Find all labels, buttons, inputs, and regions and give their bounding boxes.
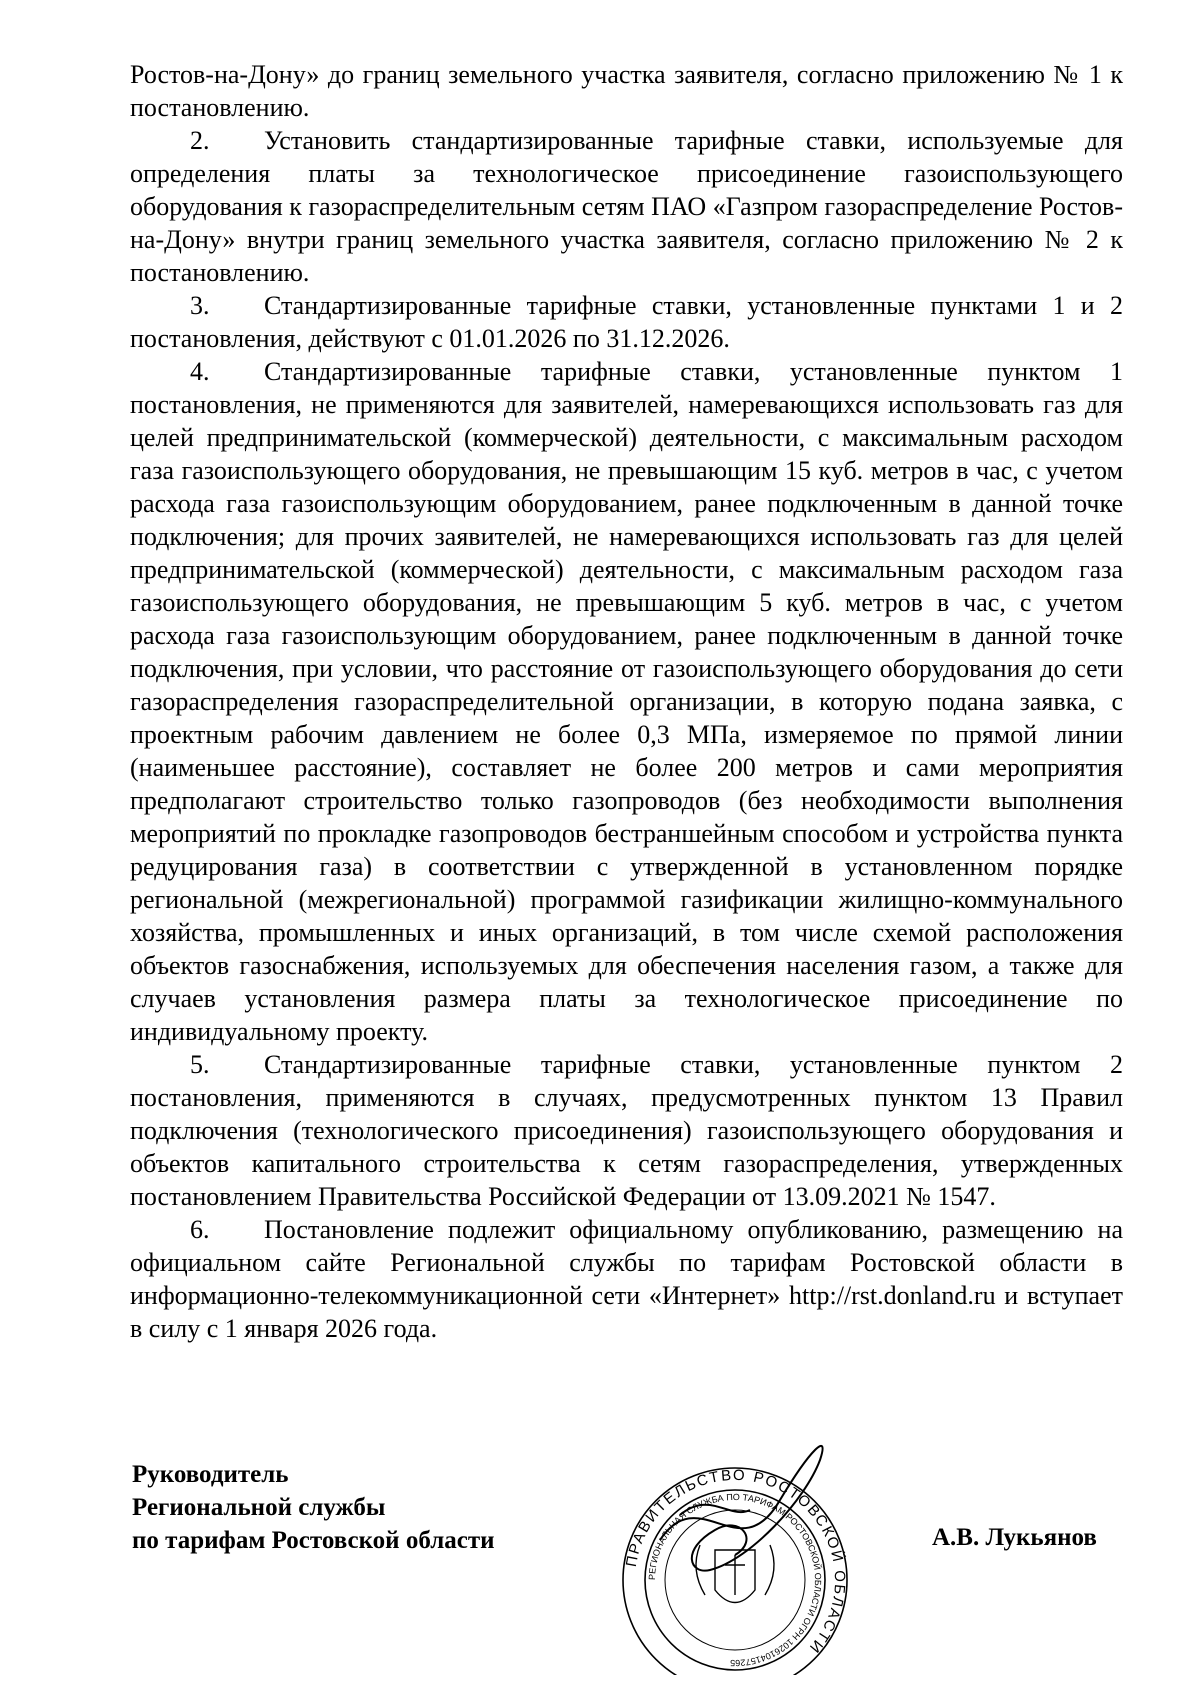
clause-6 (130, 1213, 1123, 1345)
clause-text: Постановление подлежит официальному опубликованию, размещению на официальном сайте Региональной службы по тарифам Ростовской области в информационно-телекоммуникационной сети «Интернет» http://rst.donland.ru и вступает в силу с 1 января 2026 года. (130, 1215, 1123, 1343)
coat-of-arms-emblem (696, 1545, 774, 1603)
position-line: Руководитель (132, 1461, 289, 1488)
signatory-position (132, 1458, 495, 1557)
seal-inner-text: РЕГИОНАЛЬНАЯ СЛУЖБА ПО ТАРИФАМ РОСТОВСКОЙ ОБЛАСТИ ОГРН 1026104157265 (646, 1491, 824, 1669)
clause-text: Стандартизированные тарифные ставки, установленные пунктом 2 постановления, применяются в случаях, предусмотренных пунктом 13 Правил подключения (технологического присоединения) газоиспользующего оборудования и объектов капитального строительства к сетям газораспределения, утвержденных постановлением Правительства Российской Федерации от 13.09.2021 № 1547. (130, 1050, 1123, 1211)
clause-2 (130, 124, 1123, 289)
clause-number: 5. (190, 1050, 210, 1079)
clause-5 (130, 1048, 1123, 1213)
handwritten-signature (660, 1446, 823, 1571)
official-seal-with-signature (620, 1420, 850, 1675)
signer-name: А.В. Лукьянов (932, 1524, 1097, 1551)
seal-outer-text: ПРАВИТЕЛЬСТВО РОСТОВСКОЙ ОБЛАСТИ (622, 1466, 849, 1658)
intro-paragraph: Ростов-на-Дону» до границ земельного участка заявителя, согласно приложению № 1 к постановлению. (130, 60, 1123, 122)
clause-text: Стандартизированные тарифные ставки, установленные пунктом 1 постановления, не применяются для заявителей, намеревающихся использовать газ для целей предпринимательской (коммерческой) деятельности, с максимальным расходом газа газоиспользующего оборудования, не превышающим 15 куб. метров в час, с учетом расхода газа газоиспользующим оборудованием, ранее подключенным в данной точке подключения; для прочих заявителей, не намеревающихся использовать газ для целей предпринимательской (коммерческой) деятельности, с максимальным расходом газа газоиспользующего оборудования, не превышающим 5 куб. метров в час, с учетом расхода газа газоиспользующим оборудованием, ранее подключенным в данной точке подключения, при условии, что расстояние от газоиспользующего оборудования до сети газораспределения газораспределительной организации, в которую подана заявка, с проектным рабочим давлением не более 0,3 МПа, измеряемое по прямой линии (наименьшее расстояние), составляет не более 200 метров и сами мероприятия предполагают строительство только газопроводов (без необходимости выполнения мероприятий по прокладке газопроводов бестраншейным способом и устройства пункта редуцирования газа) в соответствии с утвержденной в установленном порядке региональной (межрегиональной) программой газификации жилищно-коммунального хозяйства, промышленных и иных организаций, в том числе схемой расположения объектов газоснабжения, используемых для обеспечения населения газом, а также для случаев установления размера платы за технологическое присоединение по индивидуальному проекту. (130, 357, 1123, 1046)
position-line: Региональной службы (132, 1494, 386, 1521)
clause-number: 3. (190, 291, 210, 320)
document-body (130, 58, 1123, 1345)
position-line: по тарифам Ростовской области (132, 1527, 495, 1554)
clause-4 (130, 355, 1123, 1048)
clause-number: 6. (190, 1215, 210, 1244)
clause-text: Стандартизированные тарифные ставки, установленные пунктами 1 и 2 постановления, действуют с 01.01.2026 по 31.12.2026. (130, 291, 1123, 353)
clause-3 (130, 289, 1123, 355)
clause-text: Установить стандартизированные тарифные ставки, используемые для определения платы за технологическое присоединение газоиспользующего оборудования к газораспределительным сетям ПАО «Газпром газораспределение Ростов-на-Дону» внутри границ земельного участка заявителя, согласно приложению № 2 к постановлению. (130, 126, 1123, 287)
clause-number: 2. (190, 126, 210, 155)
clause-number: 4. (190, 357, 210, 386)
